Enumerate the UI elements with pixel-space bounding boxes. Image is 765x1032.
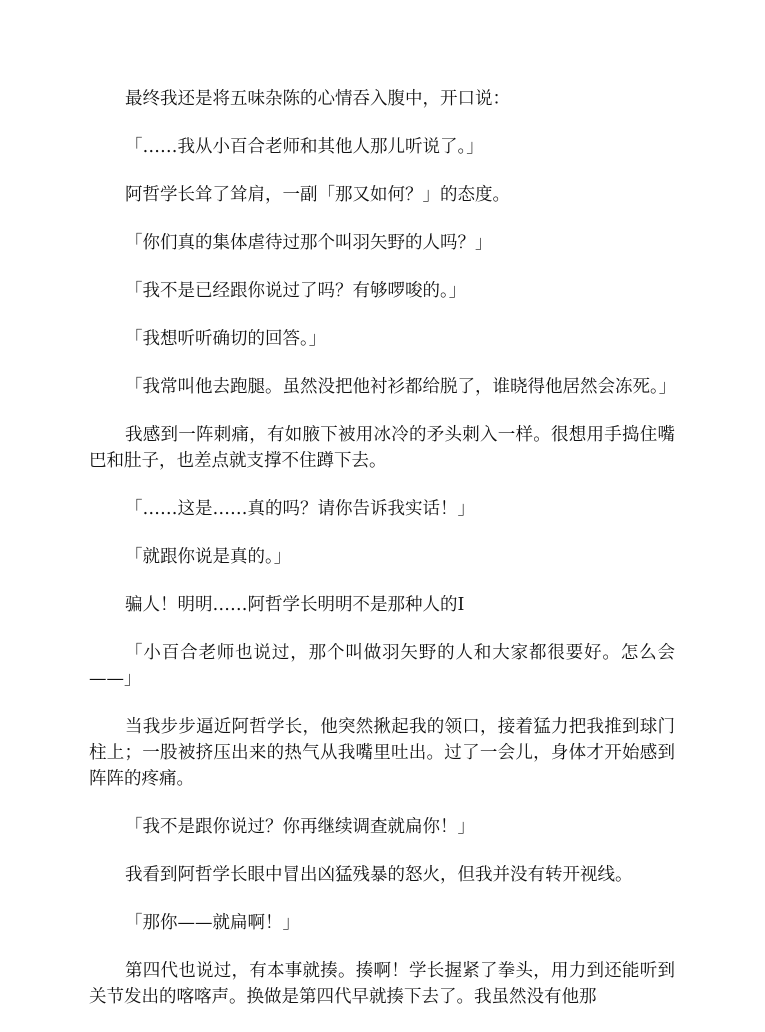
paragraph-11: 骗人！明明……阿哲学长明明不是那种人的I [125,595,465,615]
paragraph-2: 「……我从小百合老师和其他人那儿听说了。」 [125,137,484,157]
paragraph-5: 「我不是已经跟你说过了吗？有够啰唆的。」 [125,281,467,301]
body-text [89,86,675,1032]
paragraph-9: 「……这是……真的吗？请你告诉我实话！」 [125,499,475,519]
paragraph-13: 当我步步逼近阿哲学长，他突然揪起我的领口，接着猛力把我推到球门柱上；一股被挤压出来的热气从我嘴里吐出。过了一会儿，身体才开始感到阵阵的疼痛。 [89,717,675,789]
paragraph-3: 阿哲学长耸了耸肩，一副「那又如何？」的态度。 [125,185,510,205]
paragraph-4: 「你们真的集体虐待过那个叫羽矢野的人吗？」 [125,233,493,253]
paragraph-14: 「我不是跟你说过？你再继续调查就扁你！」 [125,817,475,837]
paragraph-7: 「我常叫他去跑腿。虽然没把他衬衫都给脱了，谁晓得他居然会冻死。」 [125,377,677,397]
paragraph-1: 最终我还是将五味杂陈的心情吞入腹中，开口说： [125,89,510,109]
paragraph-12: 「小百合老师也说过，那个叫做羽矢野的人和大家都很要好。怎么会——」 [89,643,675,689]
paragraph-6: 「我想听听确切的回答。」 [125,329,327,349]
paragraph-17: 第四代也说过，有本事就揍。揍啊！学长握紧了拳头，用力到还能听到关节发出的喀喀声。换做是第四代早就揍下去了。我虽然没有他那 [89,961,675,1007]
paragraph-8: 我感到一阵刺痛，有如腋下被用冰冷的矛头刺入一样。很想用手捣住嘴巴和肚子，也差点就支撑不住蹲下去。 [89,425,675,471]
paragraph-10: 「就跟你说是真的。」 [125,547,292,567]
paragraph-16: 「那你——就扁啊！」 [125,913,300,933]
paragraph-15: 我看到阿哲学长眼中冒出凶猛残暴的怒火，但我并没有转开视线。 [125,865,633,885]
